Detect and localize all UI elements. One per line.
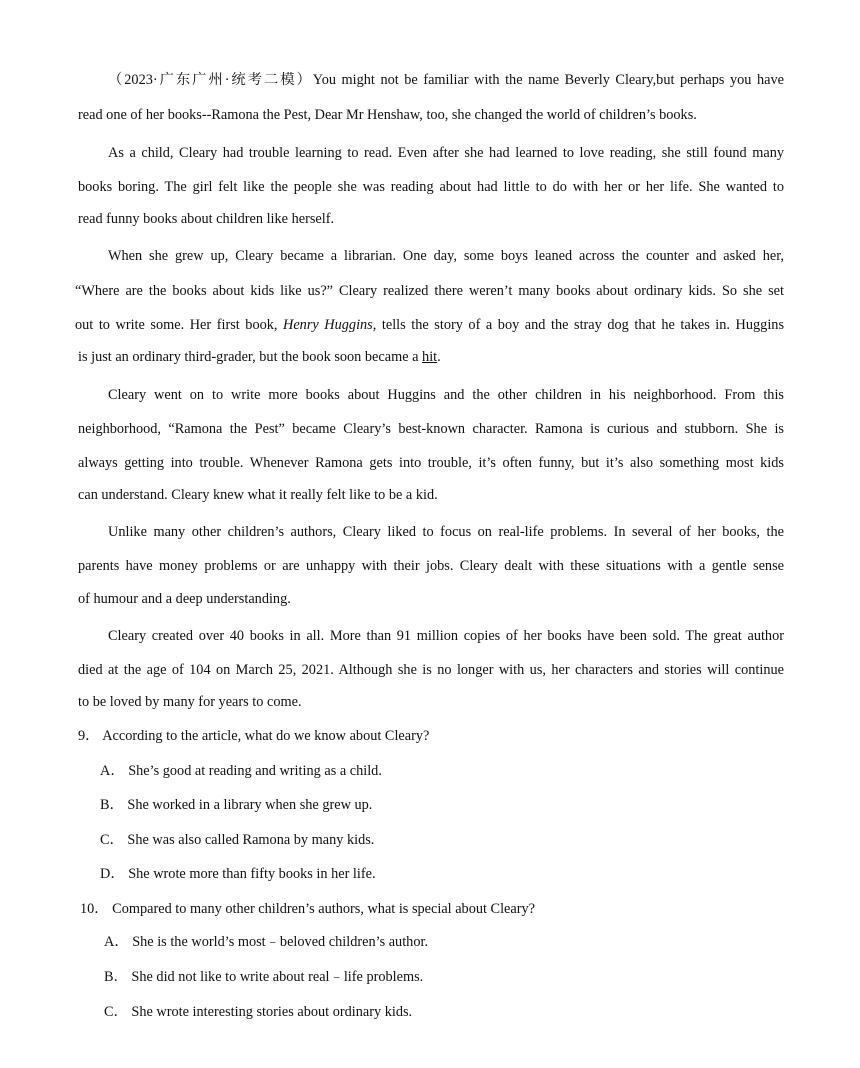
question-10-stem: 10． Compared to many other children’s authors, what is special about Cleary? [80,901,536,917]
passage-line: can understand. Cleary knew what it really felt like to be a kid. [78,487,438,503]
text-segment: out to write some. Her first book, [75,317,284,333]
passage-line: As a child, Cleary had trouble learning to read. Even after she had learned to love reading, she still found many [108,145,784,161]
question-10-option-a: A． She is the world’s most﹣beloved children’s author. [104,934,429,950]
passage-line: of humour and a deep understanding. [78,591,291,607]
book-title: Henry Huggins [283,317,373,333]
question-9-option-b: B． She worked in a library when she grew up. [100,797,373,813]
passage-line: Cleary created over 40 books in all. More than 91 million copies of her books have been sold. The great author [108,628,784,644]
question-9-option-d: D． She wrote more than fifty books in her life. [100,866,376,882]
text-segment: , tells the story of a boy and the stray dog that he takes in. Huggins [372,317,785,333]
question-10-option-c: C． She wrote interesting stories about ordinary kids. [104,1004,413,1020]
passage-line: Cleary went on to write more books about Huggins and the other children in his neighborhood. From this [108,387,784,403]
text-segment: is just an ordinary third-grader, but the book soon became a [78,349,423,365]
passage-line-with-underline [78,348,784,366]
passage-line: to be loved by many for years to come. [78,694,302,710]
question-9-stem: 9． According to the article, what do we know about Cleary? [78,728,430,744]
passage-line-with-title [75,316,784,334]
passage-line: died at the age of 104 on March 25, 2021. Although she is no longer with us, her characters and stories will continue [78,662,784,678]
question-9-option-c: C． She was also called Ramona by many kids. [100,832,375,848]
passage-line: read funny books about children like herself. [78,211,335,227]
passage-line: （2023·广东广州·统考二模）You might not be familiar with the name Beverly Cleary,but perhaps you have [108,72,784,88]
question-9-option-a: A． She’s good at reading and writing as a child. [100,763,382,779]
underlined-word: hit [422,349,438,365]
passage-line: books boring. The girl felt like the people she was reading about had little to do with her or her life. She wanted to [78,179,784,195]
passage-line: Unlike many other children’s authors, Cleary liked to focus on real-life problems. In several of her books, the [108,524,784,540]
passage-line: read one of her books--Ramona the Pest, Dear Mr Henshaw, too, she changed the world of children’s books. [78,107,697,123]
passage-line: always getting into trouble. Whenever Ramona gets into trouble, it’s often funny, but it’s also something most kids [78,455,784,471]
question-10-option-b: B． She did not like to write about real﹣life problems. [104,969,424,985]
text-segment: . [437,349,441,365]
passage-line: parents have money problems or are unhappy with their jobs. Cleary dealt with these situations with a gentle sense [78,558,784,574]
passage-line: When she grew up, Cleary became a librarian. One day, some boys leaned across the counter and asked her, [108,248,784,264]
passage-line: neighborhood, “Ramona the Pest” became Cleary’s best-known character. Ramona is curious and stubborn. She is [78,421,784,437]
passage-line: “Where are the books about kids like us?” Cleary realized there weren’t many books about ordinary kids. So she set [75,283,784,299]
